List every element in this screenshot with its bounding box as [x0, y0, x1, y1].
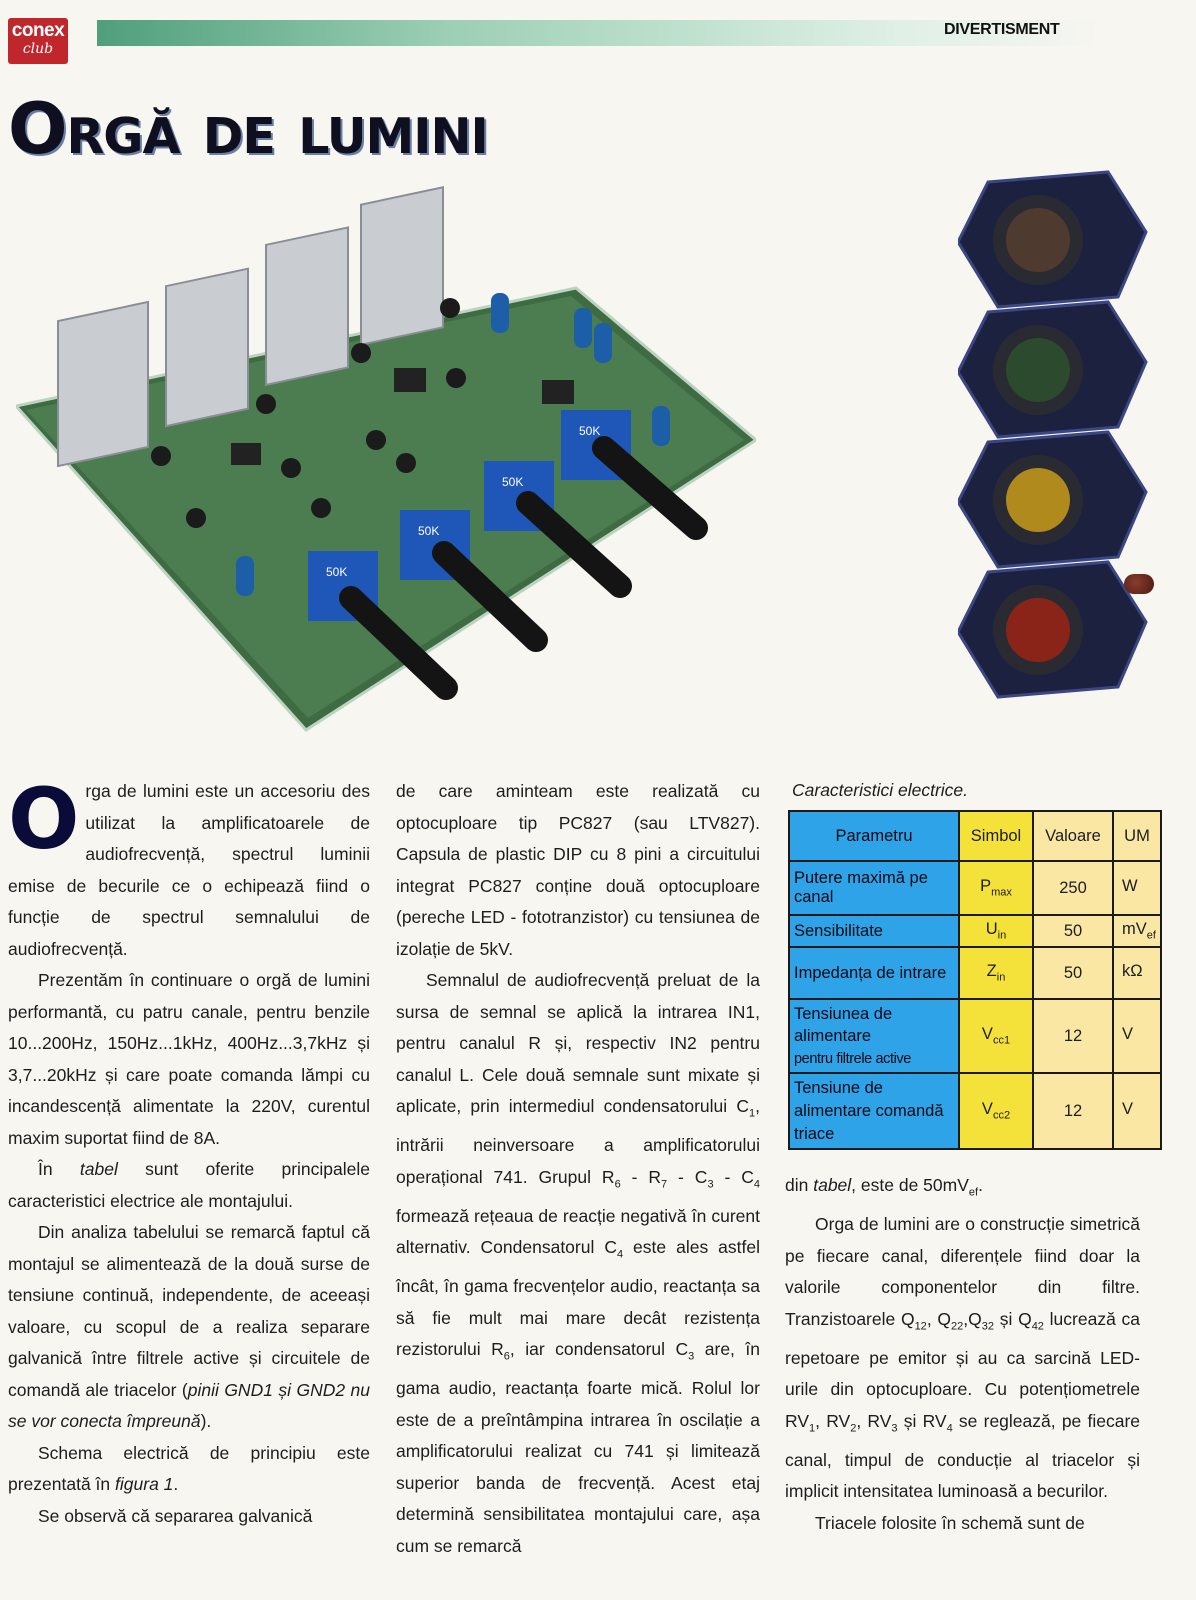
- table-cell: Tensiune de alimentare comandă triace: [789, 1073, 959, 1149]
- table-cell: 12: [1033, 1073, 1113, 1149]
- paragraph: de care aminteam este realizată cu optocuploare tip PC827 (sau LTV827). Capsula de plastic DIP cu 8 pini a circuitului integrat PC827 conține două optocuploare (pereche LED - fototranzistor) cu tensiunea de izolație de 5kV.: [396, 781, 760, 959]
- table-row: [789, 1073, 1161, 1149]
- paragraph: Se observă că separarea galvanică: [38, 1505, 313, 1526]
- header-cell: UM: [1113, 811, 1161, 861]
- table-cell: $V_{cc2}$: [959, 1073, 1033, 1149]
- drop-cap: O: [8, 770, 80, 868]
- table-cell: Impedanța de intrare: [789, 947, 959, 999]
- table-cell: 12: [1033, 999, 1113, 1073]
- section-label: DIVERTISMENT: [944, 21, 1060, 38]
- logo-text: conex: [11, 20, 65, 41]
- paragraph: din tabel, este de $50mV_{ef}$.: [785, 1175, 983, 1199]
- text-column-1: [8, 770, 371, 1532]
- paragraph: Orga de lumini este un accesoriu des utilizat la amplificatoarele de audiofrecvență, spectrul luminii emise de becurile ce o echipează fiind o funcție de spectrul semnalului de audiofrecvență.: [8, 770, 370, 959]
- table-cell: 50: [1033, 915, 1113, 947]
- pot-label: 50K: [502, 475, 524, 489]
- table-row: [789, 947, 1161, 999]
- table-header-row: [789, 811, 1161, 861]
- text-column-2: [396, 776, 760, 1562]
- light-lamps-photo: [958, 162, 1158, 722]
- paragraph: Orga de lumini are o construcție simetrică pe fiecare canal, diferențele fiind doar la valorile componentelor din filtre. Tranzistoarele $Q_{12}$, $Q_{22},Q_{32}$ și $Q_{42}$ lucrează ca repetoare pe emitor și au ca sarcină LED-urile din optocuploare. Cu potențiometrele $RV_1$, $RV_2$, $RV_3$ și $RV_4$ se reglează, pe fiecare canal, timpul de conducție al triacelor și implicit intensitatea luminoasă a becurilor.: [785, 1214, 1141, 1501]
- table-cell: $mV_{ef}$: [1113, 915, 1161, 947]
- binding-pin: [1124, 574, 1154, 594]
- table-cell: Sensibilitate: [789, 915, 959, 947]
- specs-table: [788, 810, 1162, 1150]
- table-cell: Tensiunea de alimentare pentru filtrele active: [789, 999, 959, 1073]
- table-cell: 250: [1033, 861, 1113, 915]
- pot-label: 50K: [579, 424, 601, 438]
- table-cell: $V_{cc1}$: [959, 999, 1033, 1073]
- paragraph: Triacele folosite în schemă sunt de: [815, 1512, 1085, 1533]
- table-cell: kΩ: [1113, 947, 1161, 999]
- table-cell: 50: [1033, 947, 1113, 999]
- header-cell: Valoare: [1033, 811, 1113, 861]
- logo-subtext: club: [22, 41, 54, 57]
- pot-label: 50K: [326, 565, 348, 579]
- header-cell: Parametru: [789, 811, 959, 861]
- table-cell: V: [1113, 999, 1161, 1073]
- paragraph: Din analiza tabelului se remarcă faptul că montajul se alimentează de la două surse de tensiune continuă, independente, de aceeași valoare, cu scopul de a realiza separare galvanică între filtrele active și circuitele de comandă ale triacelor (pinii GND1 și GND2 nu se vor conecta împreună).: [8, 1222, 371, 1431]
- pot-label: 50K: [418, 524, 440, 538]
- table-row: [789, 999, 1161, 1073]
- article-title: Orgă de lumini: [8, 88, 488, 170]
- table-cell: $P_{max}$: [959, 861, 1033, 915]
- paragraph: Prezentăm în continuare o orgă de lumini performantă, cu patru canale, pentru benzile 10...200Hz, 150Hz...1kHz, 400Hz...3,7kHz și 3,7...20kHz și care poate comanda lămpi cu incandescență alimentate la 220V, curentul maxim suportat fiind de 8A.: [8, 970, 370, 1148]
- paragraph: Semnalul de audiofrecvență preluat de la sursa de semnal se aplică la intrarea IN1, pentru canalul R și, respectiv IN2 pentru canalul L. Cele două semnale sunt mixate și aplicate, prin intermediul condensatorului $C_1$, intrării neinversoare a amplificatorului operațional 741. Grupul $R_6 - R_7 - C_3 - C_4$ formează rețeaua de reacție negativă în curent alternativ. Condensatorul $C_4$ este ales astfel încât, în gama frecvențelor audio, reactanța sa să fie mult mai mare decât rezistența rezistorului $R_6$, iar condensatorul $C_3$ are, în gama audio, reactanța foarte mică. Rolul lor este de a preîntâmpina intrarea în oscilație a amplificatorului realizat cu 741 și limitează superior banda de frecvență. Acest etaj determină sensibilitatea montajului care, așa cum se remarcă: [396, 970, 761, 1556]
- paragraph: În tabel sunt oferite principalele caracteristici electrice ale montajului.: [8, 1159, 370, 1211]
- table-cell: V: [1113, 1073, 1161, 1149]
- header-cell: Simbol: [959, 811, 1033, 861]
- paragraph: Schema electrică de principiu este prezentată în figura 1.: [8, 1442, 370, 1494]
- table-row: [789, 861, 1161, 915]
- pcb-board-photo: [16, 178, 756, 743]
- text-column-3: [785, 1170, 1140, 1539]
- table-caption: Caracteristici electrice.: [792, 780, 969, 800]
- table-row: [789, 915, 1161, 947]
- table-cell: $Z_{in}$: [959, 947, 1033, 999]
- table-cell: W: [1113, 861, 1161, 915]
- conex-club-logo: [8, 18, 68, 64]
- table-cell: $U_{in}$: [959, 915, 1033, 947]
- table-cell: Putere maximă pe canal: [789, 861, 959, 915]
